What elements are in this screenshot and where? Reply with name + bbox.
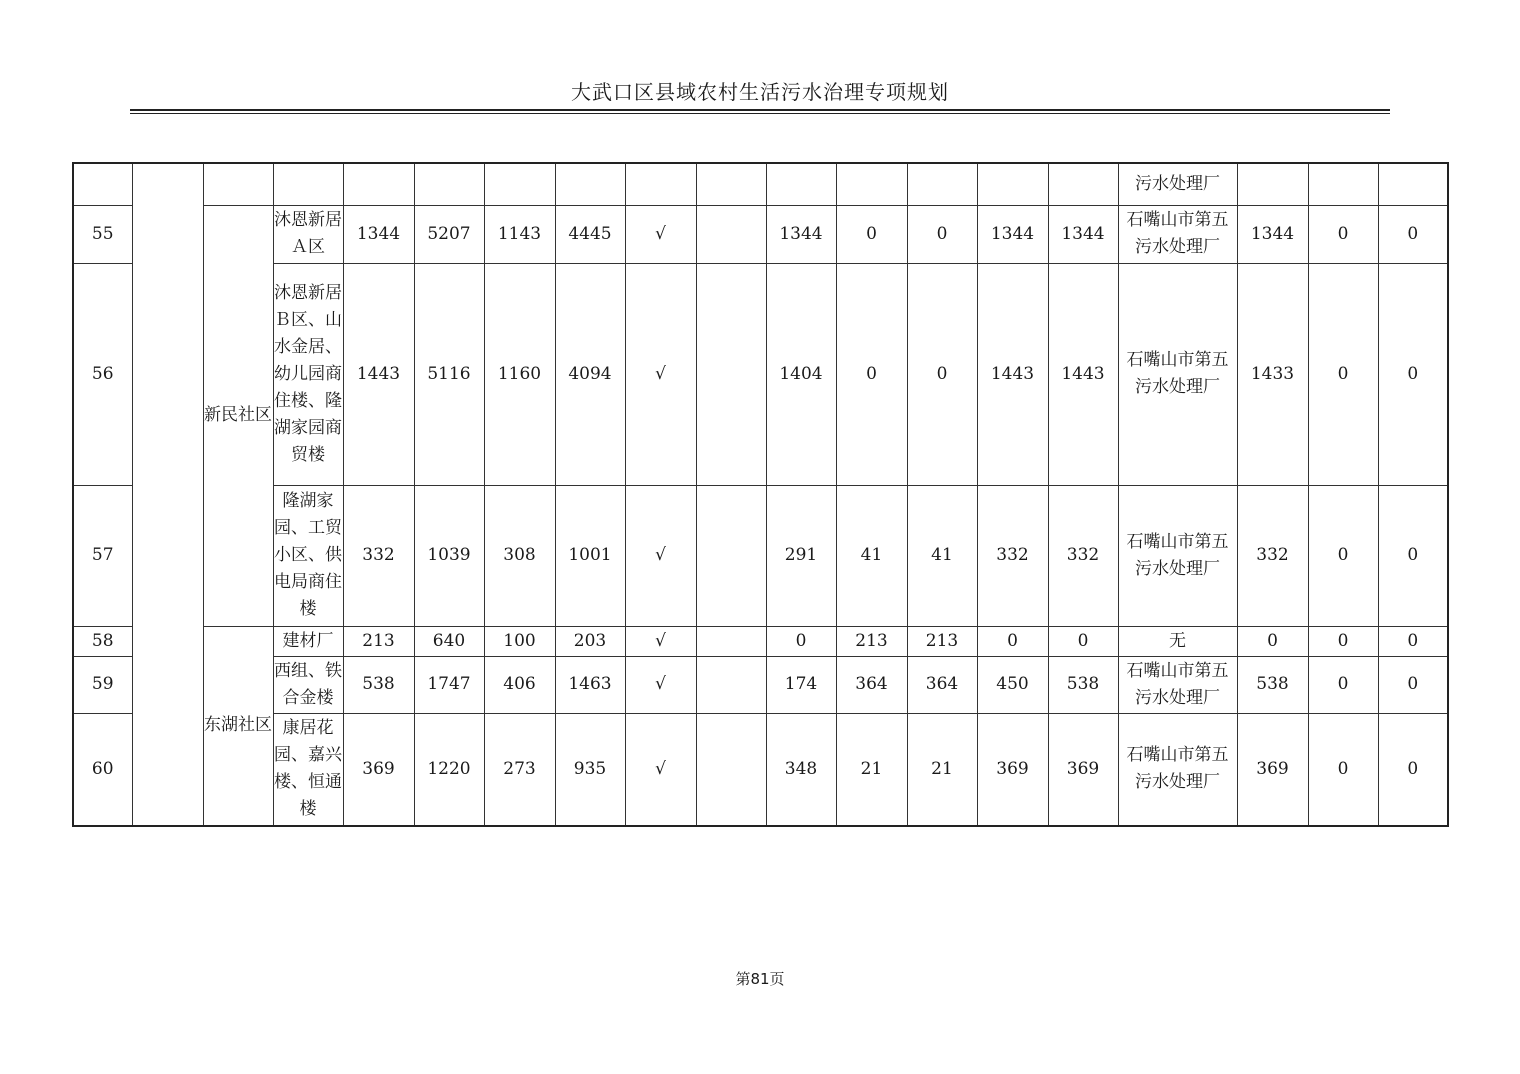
cell-no: 58 <box>73 626 132 656</box>
cell-empty <box>1308 163 1378 205</box>
cell-value: 364 <box>907 656 977 713</box>
cell-value: 0 <box>836 205 907 263</box>
cell-value: 1443 <box>1048 263 1118 485</box>
cell-no: 59 <box>73 656 132 713</box>
cell-value: 203 <box>555 626 625 656</box>
cell-value: 0 <box>1378 656 1448 713</box>
cell-empty <box>414 163 484 205</box>
cell-plant: 污水处理厂 <box>1118 163 1237 205</box>
cell-value: 0 <box>1308 485 1378 626</box>
cell-name: 康居花园、嘉兴楼、恒通楼 <box>273 713 343 826</box>
cell-empty <box>696 656 766 713</box>
cell-empty <box>696 713 766 826</box>
cell-value: 450 <box>977 656 1048 713</box>
cell-value: 538 <box>343 656 414 713</box>
cell-value: 0 <box>1308 656 1378 713</box>
check-mark: √ <box>625 205 696 263</box>
cell-value: 5207 <box>414 205 484 263</box>
cell-value: 369 <box>1048 713 1118 826</box>
page-suffix: 页 <box>769 970 785 988</box>
cell-value: 332 <box>1237 485 1308 626</box>
cell-value: 369 <box>343 713 414 826</box>
cell-value: 41 <box>907 485 977 626</box>
cell-value: 640 <box>414 626 484 656</box>
cell-empty <box>696 163 766 205</box>
cell-name: 沐恩新居Ａ区 <box>273 205 343 263</box>
cell-value: 1443 <box>977 263 1048 485</box>
cell-value: 100 <box>484 626 555 656</box>
cell-value: 1344 <box>1048 205 1118 263</box>
cell-value: 0 <box>766 626 836 656</box>
cell-value: 1433 <box>1237 263 1308 485</box>
table-row <box>73 656 1448 713</box>
cell-value: 1463 <box>555 656 625 713</box>
page-header-title: 大武口区县域农村生活污水治理专项规划 <box>571 80 949 104</box>
cell-value: 0 <box>907 205 977 263</box>
cell-value: 1404 <box>766 263 836 485</box>
cell-value: 1039 <box>414 485 484 626</box>
cell-empty <box>1237 163 1308 205</box>
cell-value: 1160 <box>484 263 555 485</box>
cell-value: 406 <box>484 656 555 713</box>
cell-empty <box>73 163 132 205</box>
page-prefix: 第 <box>735 970 751 988</box>
check-mark: √ <box>625 656 696 713</box>
header-rule-thin <box>130 113 1390 114</box>
cell-value: 0 <box>836 263 907 485</box>
cell-plant: 石嘴山市第五污水处理厂 <box>1118 263 1237 485</box>
cell-value: 1443 <box>343 263 414 485</box>
cell-no: 60 <box>73 713 132 826</box>
cell-value: 21 <box>907 713 977 826</box>
cell-empty <box>907 163 977 205</box>
cell-empty <box>625 163 696 205</box>
table-row <box>73 263 1448 485</box>
cell-value: 348 <box>766 713 836 826</box>
cell-empty <box>696 263 766 485</box>
cell-plant: 石嘴山市第五污水处理厂 <box>1118 656 1237 713</box>
cell-empty <box>203 163 273 205</box>
cell-empty <box>766 163 836 205</box>
cell-name: 隆湖家园、工贸小区、供电局商住楼 <box>273 485 343 626</box>
cell-value: 0 <box>1378 263 1448 485</box>
table-row-continued <box>73 163 1448 205</box>
table-row <box>73 485 1448 626</box>
cell-plant: 石嘴山市第五污水处理厂 <box>1118 485 1237 626</box>
cell-empty <box>696 626 766 656</box>
cell-value: 364 <box>836 656 907 713</box>
cell-no: 55 <box>73 205 132 263</box>
cell-value: 0 <box>1378 713 1448 826</box>
cell-value: 1344 <box>766 205 836 263</box>
cell-empty <box>1378 163 1448 205</box>
cell-value: 935 <box>555 713 625 826</box>
cell-no: 56 <box>73 263 132 485</box>
cell-value: 41 <box>836 485 907 626</box>
cell-value: 0 <box>1378 485 1448 626</box>
cell-value: 0 <box>1048 626 1118 656</box>
cell-value: 332 <box>343 485 414 626</box>
cell-value: 1220 <box>414 713 484 826</box>
cell-value: 1344 <box>1237 205 1308 263</box>
cell-value: 213 <box>907 626 977 656</box>
cell-empty <box>836 163 907 205</box>
cell-value: 308 <box>484 485 555 626</box>
data-table <box>72 162 1449 827</box>
cell-value: 369 <box>1237 713 1308 826</box>
cell-empty <box>273 163 343 205</box>
cell-value: 0 <box>1308 205 1378 263</box>
cell-value: 273 <box>484 713 555 826</box>
cell-empty <box>1048 163 1118 205</box>
cell-plant: 无 <box>1118 626 1237 656</box>
cell-merged-town <box>132 163 203 826</box>
cell-value: 0 <box>1308 713 1378 826</box>
cell-no: 57 <box>73 485 132 626</box>
cell-value: 213 <box>836 626 907 656</box>
cell-empty <box>484 163 555 205</box>
cell-value: 1344 <box>977 205 1048 263</box>
cell-value: 1143 <box>484 205 555 263</box>
check-mark: √ <box>625 263 696 485</box>
check-mark: √ <box>625 626 696 656</box>
cell-value: 4094 <box>555 263 625 485</box>
cell-empty <box>696 205 766 263</box>
cell-value: 0 <box>1378 626 1448 656</box>
cell-value: 21 <box>836 713 907 826</box>
cell-value: 1344 <box>343 205 414 263</box>
cell-value: 4445 <box>555 205 625 263</box>
cell-value: 0 <box>1308 626 1378 656</box>
cell-value: 369 <box>977 713 1048 826</box>
table-row <box>73 713 1448 826</box>
cell-value: 538 <box>1237 656 1308 713</box>
cell-value: 1001 <box>555 485 625 626</box>
cell-value: 538 <box>1048 656 1118 713</box>
cell-empty <box>555 163 625 205</box>
cell-value: 5116 <box>414 263 484 485</box>
cell-community: 新民社区 <box>203 205 273 626</box>
header-rule-thick <box>130 109 1390 111</box>
cell-empty <box>343 163 414 205</box>
page-number-value: 81 <box>750 970 770 988</box>
cell-value: 0 <box>1378 205 1448 263</box>
cell-name: 建材厂 <box>273 626 343 656</box>
check-mark: √ <box>625 713 696 826</box>
check-mark: √ <box>625 485 696 626</box>
table-row <box>73 626 1448 656</box>
cell-plant: 石嘴山市第五污水处理厂 <box>1118 205 1237 263</box>
cell-plant: 石嘴山市第五污水处理厂 <box>1118 713 1237 826</box>
cell-community: 东湖社区 <box>203 626 273 826</box>
page-number <box>0 968 1520 989</box>
cell-value: 0 <box>1237 626 1308 656</box>
cell-name: 西组、铁合金楼 <box>273 656 343 713</box>
cell-value: 213 <box>343 626 414 656</box>
cell-name: 沐恩新居Ｂ区、山水金居、幼儿园商住楼、隆湖家园商贸楼 <box>273 263 343 485</box>
cell-empty <box>977 163 1048 205</box>
cell-value: 1747 <box>414 656 484 713</box>
cell-value: 0 <box>907 263 977 485</box>
cell-value: 291 <box>766 485 836 626</box>
cell-value: 332 <box>1048 485 1118 626</box>
cell-value: 332 <box>977 485 1048 626</box>
cell-value: 0 <box>977 626 1048 656</box>
table-row <box>73 205 1448 263</box>
cell-value: 0 <box>1308 263 1378 485</box>
cell-value: 174 <box>766 656 836 713</box>
cell-empty <box>696 485 766 626</box>
